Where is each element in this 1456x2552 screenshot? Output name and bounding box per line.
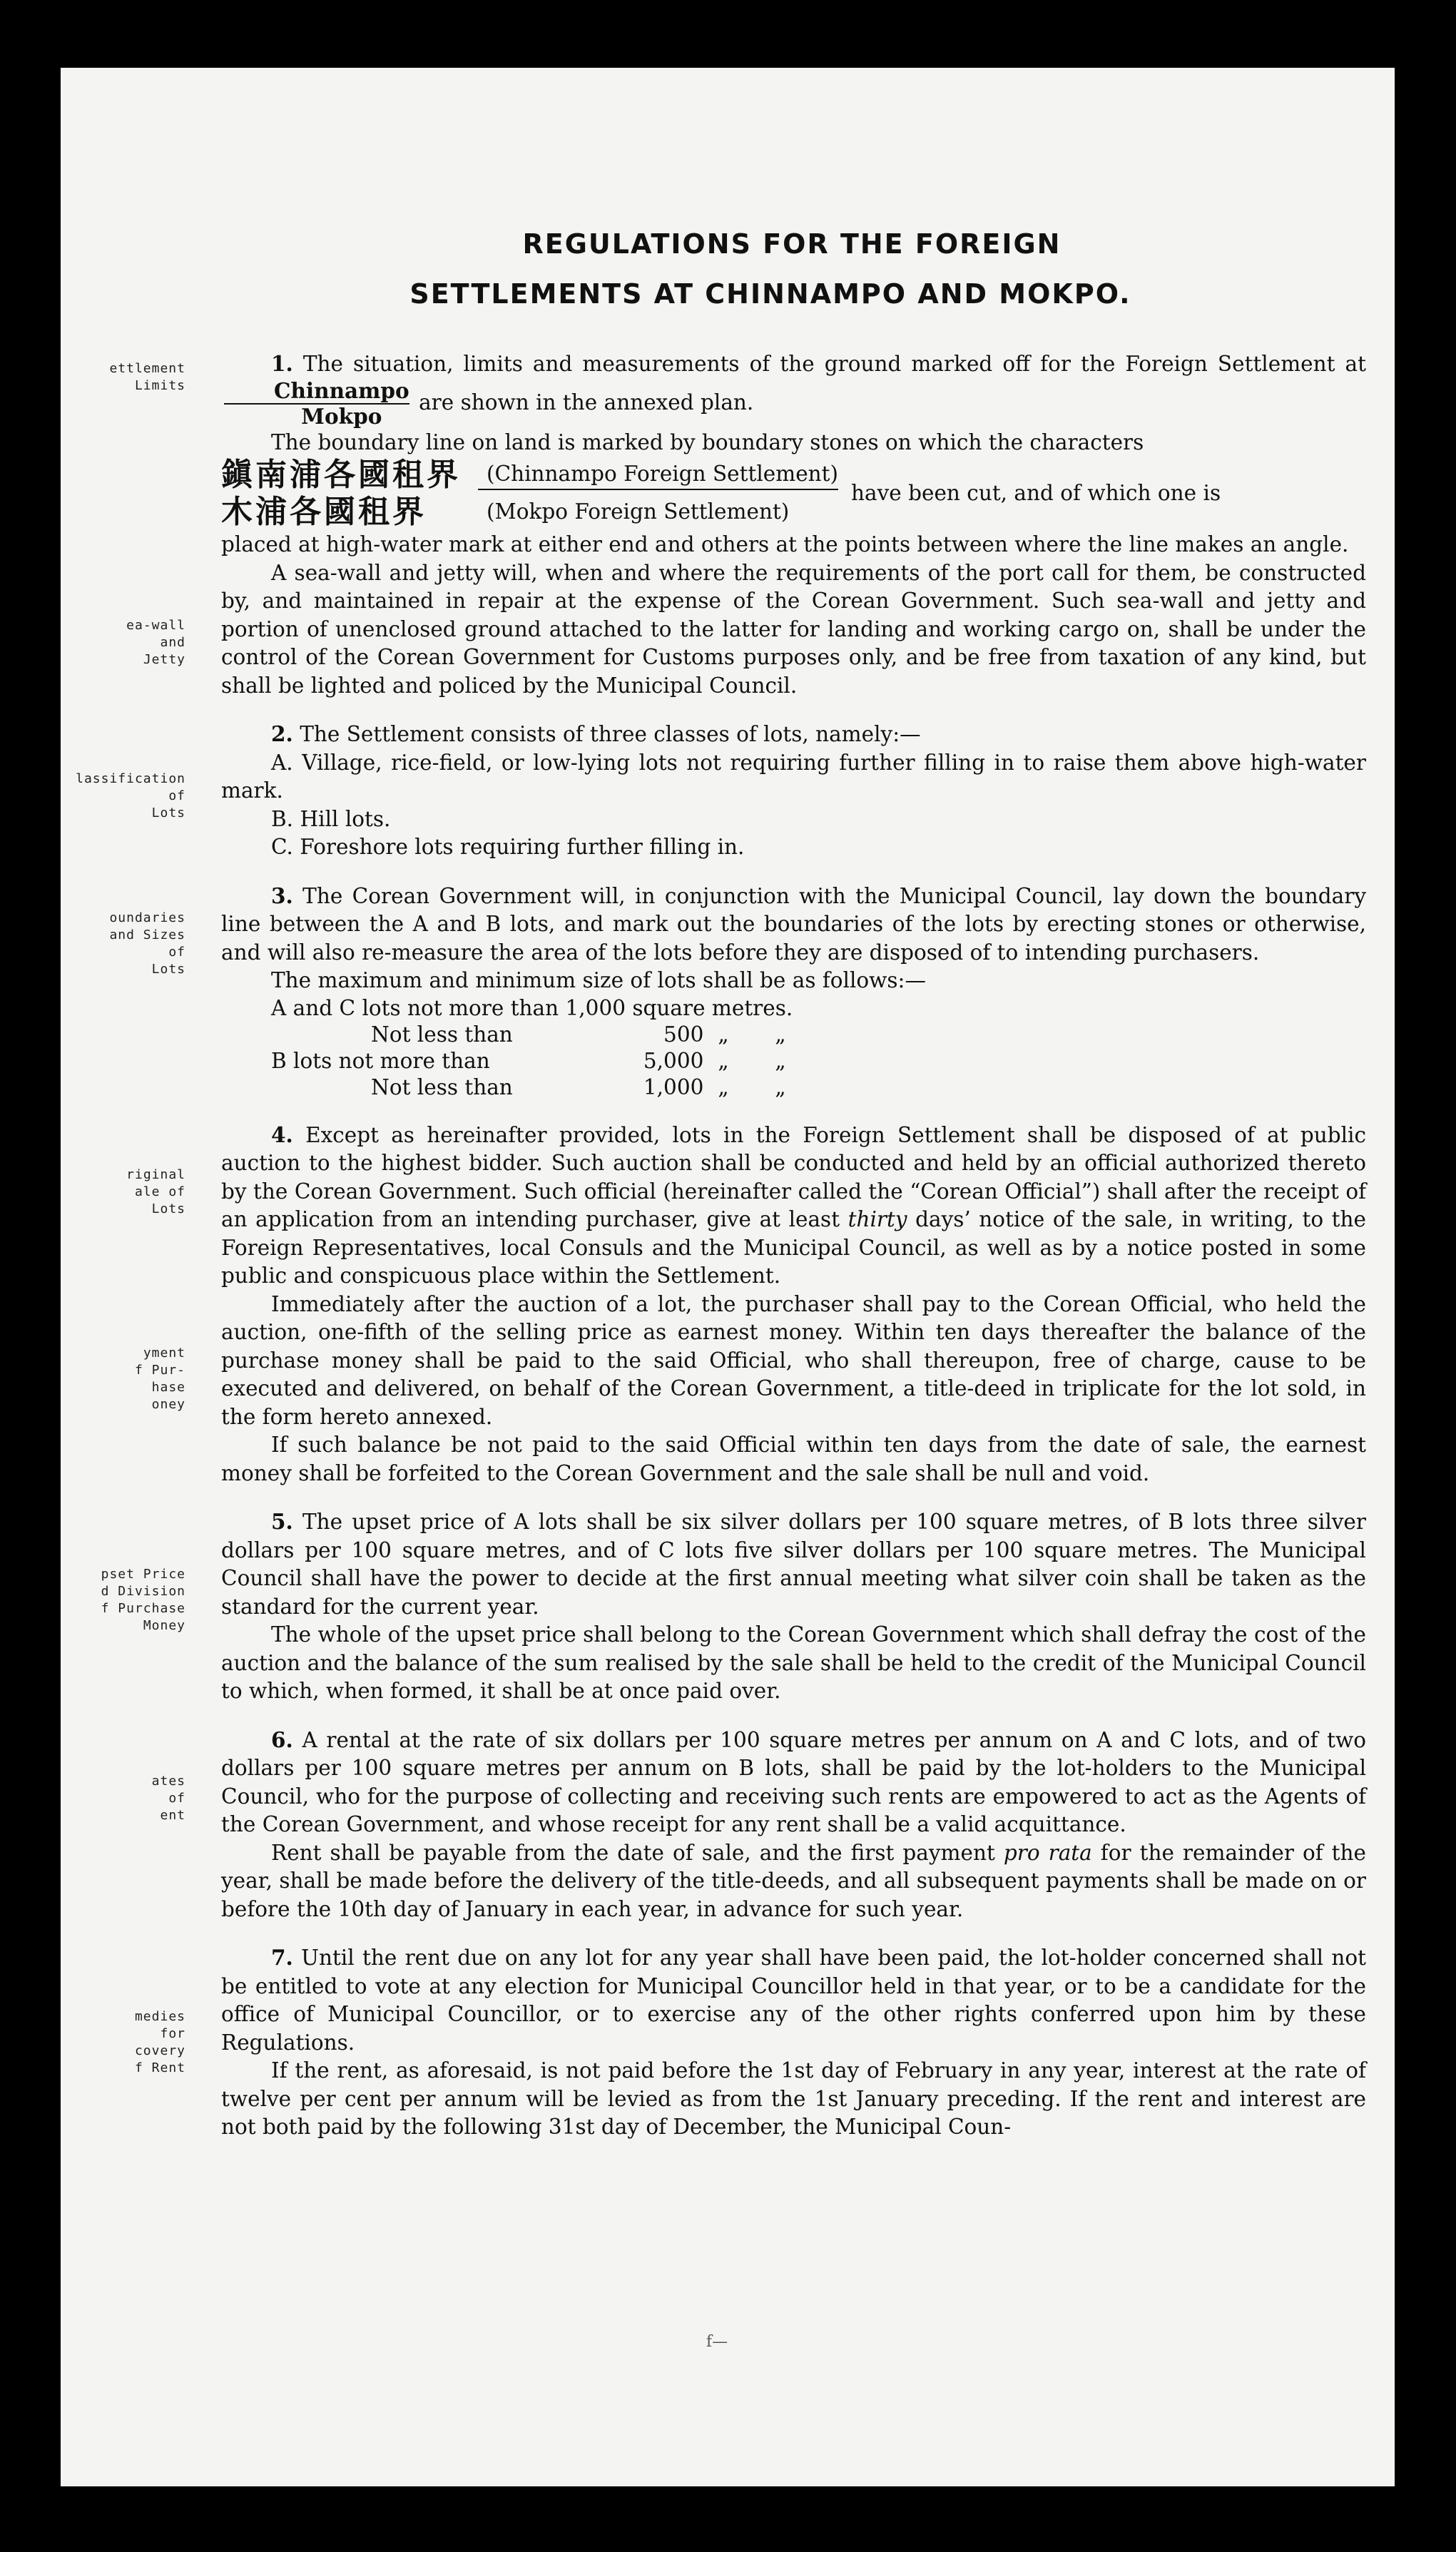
margin-note-line: pset Price xyxy=(101,1567,185,1582)
sizes-intro xyxy=(221,967,1366,995)
margin-note-line: medies xyxy=(134,2009,185,2024)
section-number: 4. xyxy=(271,1122,293,1147)
section-text: are shown in the annexed plan. xyxy=(419,390,754,415)
margin-note-sea-wall xyxy=(61,617,185,668)
lot-class-text: Village, rice-field, or low-lying lots not requiring further filling in to raise them above high-water mark. xyxy=(221,750,1366,803)
margin-note-line: ea-wall xyxy=(126,618,185,633)
margin-note-line: ettlement xyxy=(109,361,185,376)
margin-note-payment xyxy=(61,1345,185,1413)
paragraph-text: The maximum and minimum size of lots shall be as follows:— xyxy=(271,968,926,992)
margin-note-line: hase xyxy=(151,1380,185,1395)
margin-note-line: Lots xyxy=(151,962,185,977)
lot-class-label: C. xyxy=(271,835,293,859)
table-row xyxy=(264,1022,800,1048)
lot-size-table xyxy=(264,995,800,1101)
section-number: 6. xyxy=(271,1727,293,1752)
place-names-stacked xyxy=(224,379,409,429)
section-number: 1. xyxy=(271,351,293,376)
margin-note-line: of xyxy=(168,788,185,803)
lot-class-label: B. xyxy=(271,806,294,831)
margin-note-line: oney xyxy=(151,1397,185,1412)
lot-class-text: Hill lots. xyxy=(300,806,391,831)
lot-class-c xyxy=(221,833,1366,862)
ditto-mark: „ xyxy=(718,1074,729,1099)
section-number: 2. xyxy=(271,721,293,746)
cjk-chinnampo-settlement: 鎭南浦各國租界 xyxy=(221,457,461,493)
table-row xyxy=(264,1074,800,1101)
section-number: 5. xyxy=(271,1509,293,1534)
margin-note-line: ent xyxy=(160,1808,185,1823)
chinnampo-settlement-label: (Chinnampo Foreign Settlement) xyxy=(478,460,838,490)
margin-note-line: ale of xyxy=(134,1184,185,1199)
lot-class-b xyxy=(221,805,1366,834)
margin-note-line: f Purchase xyxy=(101,1601,185,1616)
table-cell: 1,000 xyxy=(643,1074,704,1099)
emphasis-pro-rata: pro rata xyxy=(1003,1840,1092,1865)
margin-note-line: of xyxy=(168,945,185,960)
section-3 xyxy=(221,882,1366,967)
ditto-mark: „ xyxy=(775,1048,786,1073)
section-4 xyxy=(221,1121,1366,1291)
table-cell: Not less than xyxy=(371,1022,513,1047)
section-text: Until the rent due on any lot for any year shall have been paid, the lot-holder concerned shall not be entitled to vote at any election for Municipal Councillor held in that year, or to be a candidate for the office of Municipal Councillor, or to exercise any of the other rights conferred upon him by these Regulations. xyxy=(221,1946,1366,2055)
margin-note-line: Limits xyxy=(134,378,185,393)
paragraph-text: A sea-wall and jetty will, when and where the requirements of the port call for them, be constructed by, and maintained in repair at the expense of the Corean Government. Such sea-wall and jetty and portion of unenclosed ground attached to the latter for landing and working cargo on, shall be under the control of the Corean Government for Customs purposes only, and be free from taxation of any kind, but shall be lighted and policed by the Municipal Council. xyxy=(221,560,1366,698)
section-text: days’ notice of the sale, in writing, to the Foreign Representatives, local Consuls and the Municipal Council, as well as by a notice posted in some public and conspicuous place within the Settlement. xyxy=(221,1207,1366,1288)
title-line-1: REGULATIONS FOR THE FOREIGN xyxy=(522,228,1062,260)
boundary-characters xyxy=(221,457,1366,531)
section-5 xyxy=(221,1508,1366,1621)
margin-note-line: for xyxy=(160,2026,185,2041)
ditto-mark: „ xyxy=(775,1074,786,1099)
paragraph-text: Immediately after the auction of a lot, the purchaser shall pay to the Corean Official, who held the auction, one-fifth of the selling price as earnest money. Within ten days thereafter the balance of the purchase money shall be paid to the said Official, who shall thereupon, free of charge, cause to be executed and delivered, on behalf of the Corean Government, a title-deed in triplicate for the lot sold, in the form hereto annexed. xyxy=(221,1291,1366,1429)
paragraph-text: The boundary line on land is marked by boundary stones on which the characters xyxy=(271,429,1144,454)
boundary-paragraph xyxy=(221,429,1366,457)
margin-note-line: f Pur- xyxy=(134,1363,185,1378)
interest-paragraph xyxy=(221,2057,1366,2142)
ditto-mark: „ xyxy=(718,1048,729,1073)
section-text: The upset price of A lots shall be six silver dollars per 100 square metres, of B lots three silver dollars per 100 square metres, and of C lots five silver dollars per 100 square metres. The Municipal Council shall have the power to decide at the first annual meeting what silver coin shall be taken as the standard for the current year. xyxy=(221,1510,1366,1619)
section-text: Except as hereinafter provided, lots in the Foreign Settlement shall be disposed of at public auction to the highest bidder. Such auction shall be conducted and held by an official authorized thereto by the Corean Government. Such official (hereinafter called the “Corean Official”) shall after the receipt of an application from an intending purchaser, give at least xyxy=(221,1122,1366,1231)
forfeit-paragraph xyxy=(221,1431,1366,1488)
margin-note-line: Lots xyxy=(151,805,185,820)
paragraph-text: If such balance be not paid to the said Official within ten days from the date of sale, the earnest money shall be forfeited to the Corean Government and the sale shall be null and void. xyxy=(221,1433,1366,1485)
margin-note-rates xyxy=(61,1773,185,1824)
paragraph-text: If the rent, as aforesaid, is not paid before the 1st day of February in any year, interest at the rate of twelve per cent per annum will be levied as from the 1st January preceding. If the rent and interest are not both paid by the following 31st day of December, the Municipal Coun- xyxy=(221,2058,1366,2139)
place-chinnampo: Chinnampo xyxy=(224,379,409,405)
table-cell: A and C lots not more than 1,000 square metres. xyxy=(271,995,793,1020)
margin-note-original-sale xyxy=(61,1166,185,1218)
section-number: 3. xyxy=(271,883,293,908)
margin-note-line: Money xyxy=(143,1618,185,1633)
margin-note-settlement-limits xyxy=(61,360,185,395)
section-text: The Corean Government will, in conjunction with the Municipal Council, lay down the boundary line between the A and B lots, and mark out the boundaries of the lots by erecting stones or otherwise, and will also re-measure the area of the lots before they are disposed of to intending purchasers. xyxy=(221,883,1366,965)
margin-note-line: f Rent xyxy=(134,2060,185,2075)
document-page xyxy=(61,68,1395,2486)
emphasis-thirty: thirty xyxy=(847,1207,907,1231)
title-line-2: SETTLEMENTS AT CHINNAMPO AND MOKPO. xyxy=(409,278,1131,310)
page-footmark: f— xyxy=(706,2333,728,2351)
table-cell: B lots not more than xyxy=(271,1048,490,1073)
lot-class-text: Foreshore lots requiring further filling in. xyxy=(300,835,745,859)
margin-note-boundaries xyxy=(61,910,185,978)
section-number: 7. xyxy=(271,1945,293,1970)
margin-note-line: yment xyxy=(143,1346,185,1361)
margin-note-line: of xyxy=(168,1791,185,1806)
paragraph-text: for the remainder of the year, shall be made before the delivery of the title-deeds, and all subsequent payments shall be made on or before the 10th day of January in each year, in advance for such year. xyxy=(221,1840,1366,1921)
lot-class-label: A. xyxy=(271,750,293,775)
margin-note-line: riginal xyxy=(126,1167,185,1182)
section-2 xyxy=(221,720,1366,749)
table-row xyxy=(264,995,800,1022)
margin-note-line: covery xyxy=(134,2043,185,2058)
section-7 xyxy=(221,1943,1366,2057)
margin-note-line: Lots xyxy=(151,1201,185,1216)
rent-paragraph xyxy=(221,1839,1366,1924)
margin-note-line: d Division xyxy=(101,1584,185,1599)
margin-note-line: lassification xyxy=(76,771,185,786)
upset-price-paragraph xyxy=(221,1621,1366,1706)
place-mokpo: Mokpo xyxy=(301,403,382,429)
margin-note-line: and xyxy=(160,635,185,650)
ditto-mark: „ xyxy=(775,1022,786,1047)
seawall-paragraph xyxy=(221,559,1366,701)
margin-note-line: ates xyxy=(151,1774,185,1789)
payment-paragraph xyxy=(221,1291,1366,1432)
section-6 xyxy=(221,1726,1366,1839)
lot-class-a xyxy=(221,749,1366,805)
margin-note-remedies xyxy=(61,2008,185,2077)
table-cell: 500 xyxy=(663,1022,704,1047)
margin-note-line: oundaries xyxy=(109,910,185,925)
section-text: A rental at the rate of six dollars per 100 square metres per annum on A and C lots, and of two dollars per 100 square metres per annum on B lots, shall be paid by the lot-holders to the Municipal Council, who for the purpose of collecting and receiving such rents are empowered to act as the Agents of the Corean Government, and whose receipt for any rent shall be a valid acquittance. xyxy=(221,1727,1366,1836)
mokpo-settlement-label: (Mokpo Foreign Settlement) xyxy=(487,499,790,524)
margin-note-upset-price xyxy=(61,1566,185,1635)
ditto-mark: „ xyxy=(718,1022,729,1047)
margin-note-line: and Sizes xyxy=(109,927,185,942)
boundary-continuation xyxy=(221,531,1366,559)
section-text: The Settlement consists of three classes of lots, namely:— xyxy=(300,722,921,746)
table-cell: 5,000 xyxy=(643,1048,704,1073)
paragraph-text: Rent shall be payable from the date of sale, and the first payment xyxy=(271,1840,995,1865)
paragraph-text: The whole of the upset price shall belong to the Corean Government which shall defray the cost of the auction and the balance of the sum realised by the sale shall be held to the credit of the Municipal Council to which, when formed, it shall be at once paid over. xyxy=(221,1622,1366,1703)
margin-note-classification xyxy=(61,771,185,822)
paragraph-text: placed at high-water mark at either end and others at the points between where the line makes an angle. xyxy=(221,532,1349,556)
regulations-body xyxy=(221,350,1366,2142)
cjk-mokpo-settlement: 木浦各國租界 xyxy=(221,494,427,530)
table-row xyxy=(264,1048,800,1074)
paragraph-text: have been cut, and of which one is xyxy=(851,481,1221,506)
section-text: The situation, limits and measurements of the ground marked off for the Foreign Settlement at xyxy=(302,352,1366,376)
margin-note-line: Jetty xyxy=(143,652,185,667)
table-cell: Not less than xyxy=(371,1074,513,1099)
section-1 xyxy=(221,350,1366,429)
